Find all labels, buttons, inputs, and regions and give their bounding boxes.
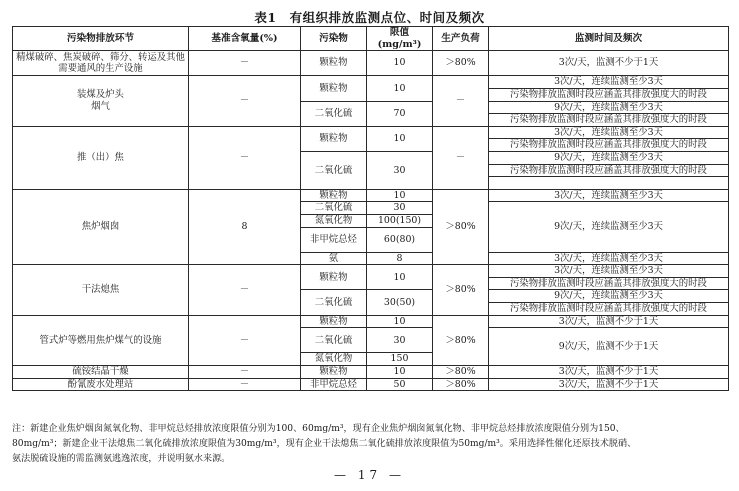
table-cell: 10 <box>367 126 433 151</box>
column-header: 污染物 <box>301 27 367 51</box>
table-cell: 精煤破碎、焦炭破碎、筛分、转运及其他需要通风的生产设施 <box>13 51 189 76</box>
note-line: 80mg/m³；新建企业干法熄焦二氧化硫排放浓度限值为30mg/m³，现有企业干法熄焦二氧化硫排放浓度限值为50mg/m³。采用选择性催化还原技术脱硝、 <box>12 439 637 449</box>
table-cell: 非甲烷总烃 <box>301 227 367 252</box>
table-title: 表1 有组织排放监测点位、时间及频次 <box>254 10 485 25</box>
table-cell: 污染物排放监测时段应涵盖其排放强度大的时段 <box>489 277 729 290</box>
table-cell: 9次/天，连续监测至少3天 <box>489 151 729 164</box>
table-cell: 10 <box>367 315 433 328</box>
table-cell: 100(150) <box>367 214 433 227</box>
table-cell: － <box>189 76 301 126</box>
table-cell: 颗粒物 <box>301 189 367 202</box>
table-cell: 颗粒物 <box>301 366 367 379</box>
table-cell: 非甲烷总烃 <box>301 378 367 391</box>
column-header: 监测时间及频次 <box>489 27 729 51</box>
table-cell: 污染物排放监测时段应涵盖其排放强度大的时段 <box>489 164 729 177</box>
table-cell: 10 <box>367 51 433 76</box>
table-cell: 3次/天，监测不少于1天 <box>489 315 729 328</box>
table-cell: 30 <box>367 202 433 215</box>
table-cell: 10 <box>367 189 433 202</box>
table-cell: － <box>189 366 301 379</box>
table-cell: － <box>189 315 301 365</box>
table-cell: 3次/天，连续监测至少3天 <box>489 76 729 89</box>
table-note <box>12 422 728 467</box>
table-header-row <box>13 27 729 51</box>
table-cell: 150 <box>367 353 433 366</box>
table-row <box>13 51 729 64</box>
table-cell: ＞80% <box>433 189 489 265</box>
table-cell: ＞80% <box>433 51 489 76</box>
table-cell: 颗粒物 <box>301 76 367 101</box>
table-cell: 装煤及炉头 烟气 <box>13 76 189 126</box>
table-cell: － <box>189 378 301 391</box>
note-line: 新建企业焦炉烟囱氮氧化物、非甲烷总烃排放浓度限值分别为100、60mg/m³，现有企业焦炉烟囱氮氧化物、非甲烷总烃排放浓度限值分别为150、 <box>30 424 625 434</box>
table-cell: 焦炉烟囱 <box>13 189 189 265</box>
table-cell: 30 <box>367 328 433 353</box>
table-cell: 3次/天，监测不少于1天 <box>489 366 729 379</box>
table-row <box>13 315 729 328</box>
note-line: 氨法脱硫设施的需监测氨逃逸浓度，并说明氨水来源。 <box>12 454 231 464</box>
table-cell <box>489 177 729 190</box>
table-cell: 8 <box>367 252 433 265</box>
table-cell: 60(80) <box>367 227 433 252</box>
table-cell: 污染物排放监测时段应涵盖其排放强度大的时段 <box>489 88 729 101</box>
table-cell: 氨 <box>301 252 367 265</box>
table-row <box>13 366 729 379</box>
table-cell: 10 <box>367 265 433 290</box>
table-cell: － <box>189 265 301 315</box>
column-header: 污染物排放环节 <box>13 27 189 51</box>
table-cell: 二氧化硫 <box>301 328 367 353</box>
table-cell: 硫铵结晶干燥 <box>13 366 189 379</box>
table-cell: 70 <box>367 101 433 126</box>
table-cell: 氮氧化物 <box>301 353 367 366</box>
table-cell: － <box>433 76 489 126</box>
column-header: 生产负荷 <box>433 27 489 51</box>
table-row <box>13 265 729 278</box>
table-cell: 颗粒物 <box>301 51 367 76</box>
table-cell: 二氧化硫 <box>301 151 367 189</box>
table-cell: 推（出）焦 <box>13 126 189 189</box>
table-cell: 管式炉等燃用焦炉煤气的设施 <box>13 315 189 365</box>
table-cell: 干法熄焦 <box>13 265 189 315</box>
table-cell: ＞80% <box>433 378 489 391</box>
table-cell: ＞80% <box>433 366 489 379</box>
note-label: 注： <box>12 424 31 434</box>
column-header: 基准含氧量(%) <box>189 27 301 51</box>
table-cell: 污染物排放监测时段应涵盖其排放强度大的时段 <box>489 303 729 316</box>
table-cell: 二氧化硫 <box>301 290 367 315</box>
table-row <box>13 378 729 391</box>
table-cell: － <box>189 51 301 76</box>
table-cell: － <box>433 126 489 189</box>
table-cell: ＞80% <box>433 265 489 315</box>
table-cell: 10 <box>367 366 433 379</box>
table-cell: 颗粒物 <box>301 126 367 151</box>
table-cell: 氮氧化物 <box>301 214 367 227</box>
table-cell: 二氧化硫 <box>301 202 367 215</box>
table-cell: 3次/天，连续监测至少3天 <box>489 265 729 278</box>
table-cell: 9次/天，连续监测至少3天 <box>489 101 729 114</box>
table-cell: 50 <box>367 378 433 391</box>
column-header: 限值(mg/m³) <box>367 27 433 51</box>
table-cell: 9次/天，连续监测至少3天 <box>489 202 729 252</box>
table-row <box>13 126 729 139</box>
table-cell: 3次/天，监测不少于1天 <box>489 51 729 76</box>
table-cell: 污染物排放监测时段应涵盖其排放强度大的时段 <box>489 139 729 152</box>
table-cell: 二氧化硫 <box>301 101 367 126</box>
table-cell: 10 <box>367 76 433 101</box>
table-cell: 30(50) <box>367 290 433 315</box>
page-number: — 17 — <box>334 468 405 482</box>
table-cell: － <box>189 126 301 189</box>
table-cell: 30 <box>367 151 433 189</box>
table-row <box>13 189 729 202</box>
table-cell: 3次/天，监测不少于1天 <box>489 378 729 391</box>
table-row <box>13 76 729 89</box>
table-cell: 颗粒物 <box>301 315 367 328</box>
table-body <box>13 51 729 391</box>
table-cell: 酚氰废水处理站 <box>13 378 189 391</box>
table-cell: 3次/天，连续监测至少3天 <box>489 126 729 139</box>
table-cell: 3次/天，连续监测至少3天 <box>489 189 729 202</box>
table-cell: 8 <box>189 189 301 265</box>
table-cell: 颗粒物 <box>301 265 367 290</box>
table-cell: 3次/天，连续监测至少3天 <box>489 252 729 265</box>
monitoring-table <box>12 26 729 391</box>
table-cell: 9次/天，连续监测至少3天 <box>489 290 729 303</box>
table-cell: 污染物排放监测时段应涵盖其排放强度大的时段 <box>489 114 729 127</box>
table-cell: ＞80% <box>433 315 489 365</box>
table-cell: 9次/天，监测不少于1天 <box>489 328 729 366</box>
